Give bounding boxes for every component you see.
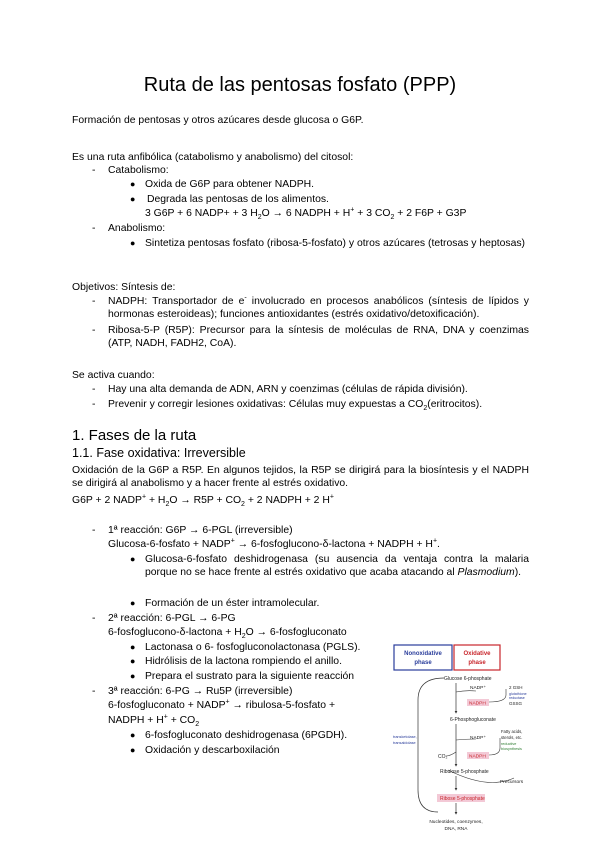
reaction2-b3: Prepara el sustrato para la siguiente reacción	[145, 671, 355, 682]
dot-bullet: ●	[130, 642, 136, 652]
fatty-acids-label: Fatty acids,	[501, 729, 523, 734]
catabolismo-b2: Degrada las pentosas de los alimentos.	[147, 194, 329, 205]
dot-bullet: ●	[130, 194, 136, 204]
catabolismo-equation: 3 G6P + 6 NADP+ + 3 $H_2O \to 6$ NADPH + H+ + 3 $CO_2 + 2$ F6P + G3P	[145, 206, 467, 222]
reaction1-b1: Glucosa-6-fosfato deshidrogenasa (su ausencia da ventaja contra la malaria porque no se hace frente al estrés oxidativo que acaba atacando al Plasmodium).	[145, 554, 529, 578]
activa-item2: Prevenir y corregir lesiones oxidativas: Células muy expuestas a $CO_2(eritrocitos)$.	[108, 399, 483, 413]
objetivos-item2: Ribosa-5-P (R5P): Precursor para la síntesis de moléculas de RNA, DNA y coenzimas (ATP, NADH, FADH2, CoA).	[108, 325, 529, 349]
dot-bullet: ●	[130, 745, 136, 755]
oxidative-phase-box	[454, 645, 500, 670]
phosphogluconate-label: 6-Phosphogluconate	[450, 717, 496, 723]
anabolismo-b1: Sintetiza pentosas fosfato (ribosa-5-fosfato) y otros azúcares (tetrosas y heptosas)	[145, 238, 526, 249]
glutathione-label: glutathione	[509, 692, 527, 696]
fases-paragraph: Oxidación de la G6P a R5P. En algunos tejidos, la R5P se dirigirá para la biosíntesis y el NADPH se dirigirá al anabolismo y a hacer frente al estrés oxidativo.	[72, 465, 529, 489]
catabolismo-b1: Oxida de G6P para obtener NADPH.	[145, 179, 315, 190]
nadph-loop-1	[489, 689, 506, 702]
dash-bullet: -	[92, 384, 96, 395]
dot-bullet: ●	[130, 671, 136, 681]
nucleotides-label: Nucleotides, coenzymes,	[429, 820, 483, 825]
reaction3-b2: Oxidación y descarboxilación	[145, 745, 280, 756]
reaction1-b2: Formación de un éster intramolecular.	[145, 598, 320, 609]
biosynthesis-label: biosynthesis	[501, 747, 522, 751]
dot-bullet: ●	[130, 238, 136, 248]
oxidative-label: Oxidative	[463, 651, 491, 657]
reductive-label: reductive	[501, 742, 517, 746]
reaction3-equation-line1: 6-fosfogluconato + NADP+ → ribulosa-5-fosfato +	[108, 698, 336, 711]
transaldolase-label: transaldolase	[393, 741, 416, 745]
dot-bullet: ●	[130, 598, 136, 608]
activa-item1: Hay una alta demanda de ADN, ARN y coenzimas (células de rápida división).	[108, 384, 468, 395]
reductase-label: reductase	[509, 696, 525, 700]
section-heading-fases: 1. Fases de la ruta	[72, 427, 197, 444]
catabolismo-label: Catabolismo:	[108, 165, 169, 176]
reaction3-title: 3ª reacción: 6-PG → Ru5P (irreversible)	[108, 686, 293, 697]
gssg-label: GSSG	[509, 701, 523, 706]
activa-heading: Se activa cuando:	[72, 370, 155, 381]
dot-bullet: ●	[130, 554, 136, 564]
co2-arc	[446, 752, 456, 756]
anfibolica-heading: Es una ruta anfibólica (catabolismo y anabolismo) del citosol:	[72, 152, 354, 163]
reaction3-equation-line2: NADPH + $H^+ + CO_2$	[108, 713, 200, 729]
nadp-label-2: NADP⁺	[470, 736, 486, 741]
co2-label: CO₂	[438, 754, 448, 760]
glucose-6-phosphate-label: Glucose 6-phosphate	[444, 676, 492, 682]
nadph-label-1: NADPH	[469, 701, 486, 707]
nonoxidative-label: phase	[414, 660, 432, 666]
nadph-label-2: NADPH	[469, 754, 486, 760]
dash-bullet: -	[92, 165, 96, 176]
reaction2-b1: Lactonasa o 6- fosfogluconolactonasa (PGLS).	[145, 642, 361, 653]
outer-loop-line	[418, 678, 444, 812]
reaction2-b2: Hidrólisis de la lactona rompiendo el anillo.	[145, 656, 342, 667]
transketolase-label: transketolase,	[393, 735, 417, 739]
fases-equation: G6P + 2 NADP+ + $H_2O \to R5P + CO_2 + 2$ NADPH + 2 H+	[72, 493, 334, 509]
page-title: Ruta de las pentosas fosfato (PPP)	[143, 74, 457, 96]
reaction2-equation: 6-fosfoglucono-δ-lactona + $H_2O$ → 6-fosfogluconato	[108, 627, 347, 641]
dot-bullet: ●	[130, 730, 136, 740]
dash-bullet: -	[92, 325, 96, 336]
nadp-arc-1	[456, 691, 476, 692]
ribose-5-phosphate-label: Ribose 5-phosphate	[440, 796, 485, 802]
ribulose-5-phosphate-label: Ribulose 5-phosphate	[440, 769, 489, 775]
dot-bullet: ●	[130, 179, 136, 189]
dot-bullet: ●	[130, 656, 136, 666]
gsh-label: 2 GSH	[509, 685, 523, 690]
reaction1-title: 1ª reacción: G6P → 6-PGL (irreversible)	[108, 525, 293, 536]
dash-bullet: -	[92, 613, 96, 624]
pentose-phosphate-diagram	[388, 640, 528, 840]
nonoxidative-phase-box	[394, 645, 452, 670]
dna-rna-label: DNA, RNA	[444, 827, 468, 832]
reaction1-equation: Glucosa-6-fosfato + NADP+ → 6-fosfoglucono-δ-lactona + NADPH + H+.	[108, 537, 440, 550]
oxidative-label: phase	[468, 660, 486, 666]
reaction2-title: 2ª reacción: 6-PGL → 6-PG	[108, 613, 236, 624]
precursors-label: Precursors	[500, 780, 524, 785]
anabolismo-label: Anabolismo:	[108, 223, 166, 234]
objetivos-heading: Objetivos: Síntesis de:	[72, 282, 176, 293]
dash-bullet: -	[92, 686, 96, 697]
reaction3-b1: 6-fosfogluconato deshidrogenasa (6PGDH).	[145, 730, 348, 741]
dash-bullet: -	[92, 399, 96, 410]
nadp-label-1: NADP⁺	[470, 686, 486, 691]
dash-bullet: -	[92, 223, 96, 234]
intro-text: Formación de pentosas y otros azúcares desde glucosa o G6P.	[72, 115, 364, 126]
nadph-loop-2	[489, 738, 500, 755]
dash-bullet: -	[92, 525, 96, 536]
dash-bullet: -	[92, 296, 96, 307]
nonoxidative-label: Nonoxidative	[404, 651, 442, 657]
objetivos-item1: NADPH: Transportador de e- involucrado en procesos anabólicos (síntesis de lípidos y hormonas esteroideas); funciones antioxidantes (estrés oxidativo/detoxificación).	[108, 294, 530, 320]
subsection-heading-oxidativa: 1.1. Fase oxidativa: Irreversible	[72, 446, 246, 460]
sterols-label: sterols, etc.	[501, 735, 523, 740]
